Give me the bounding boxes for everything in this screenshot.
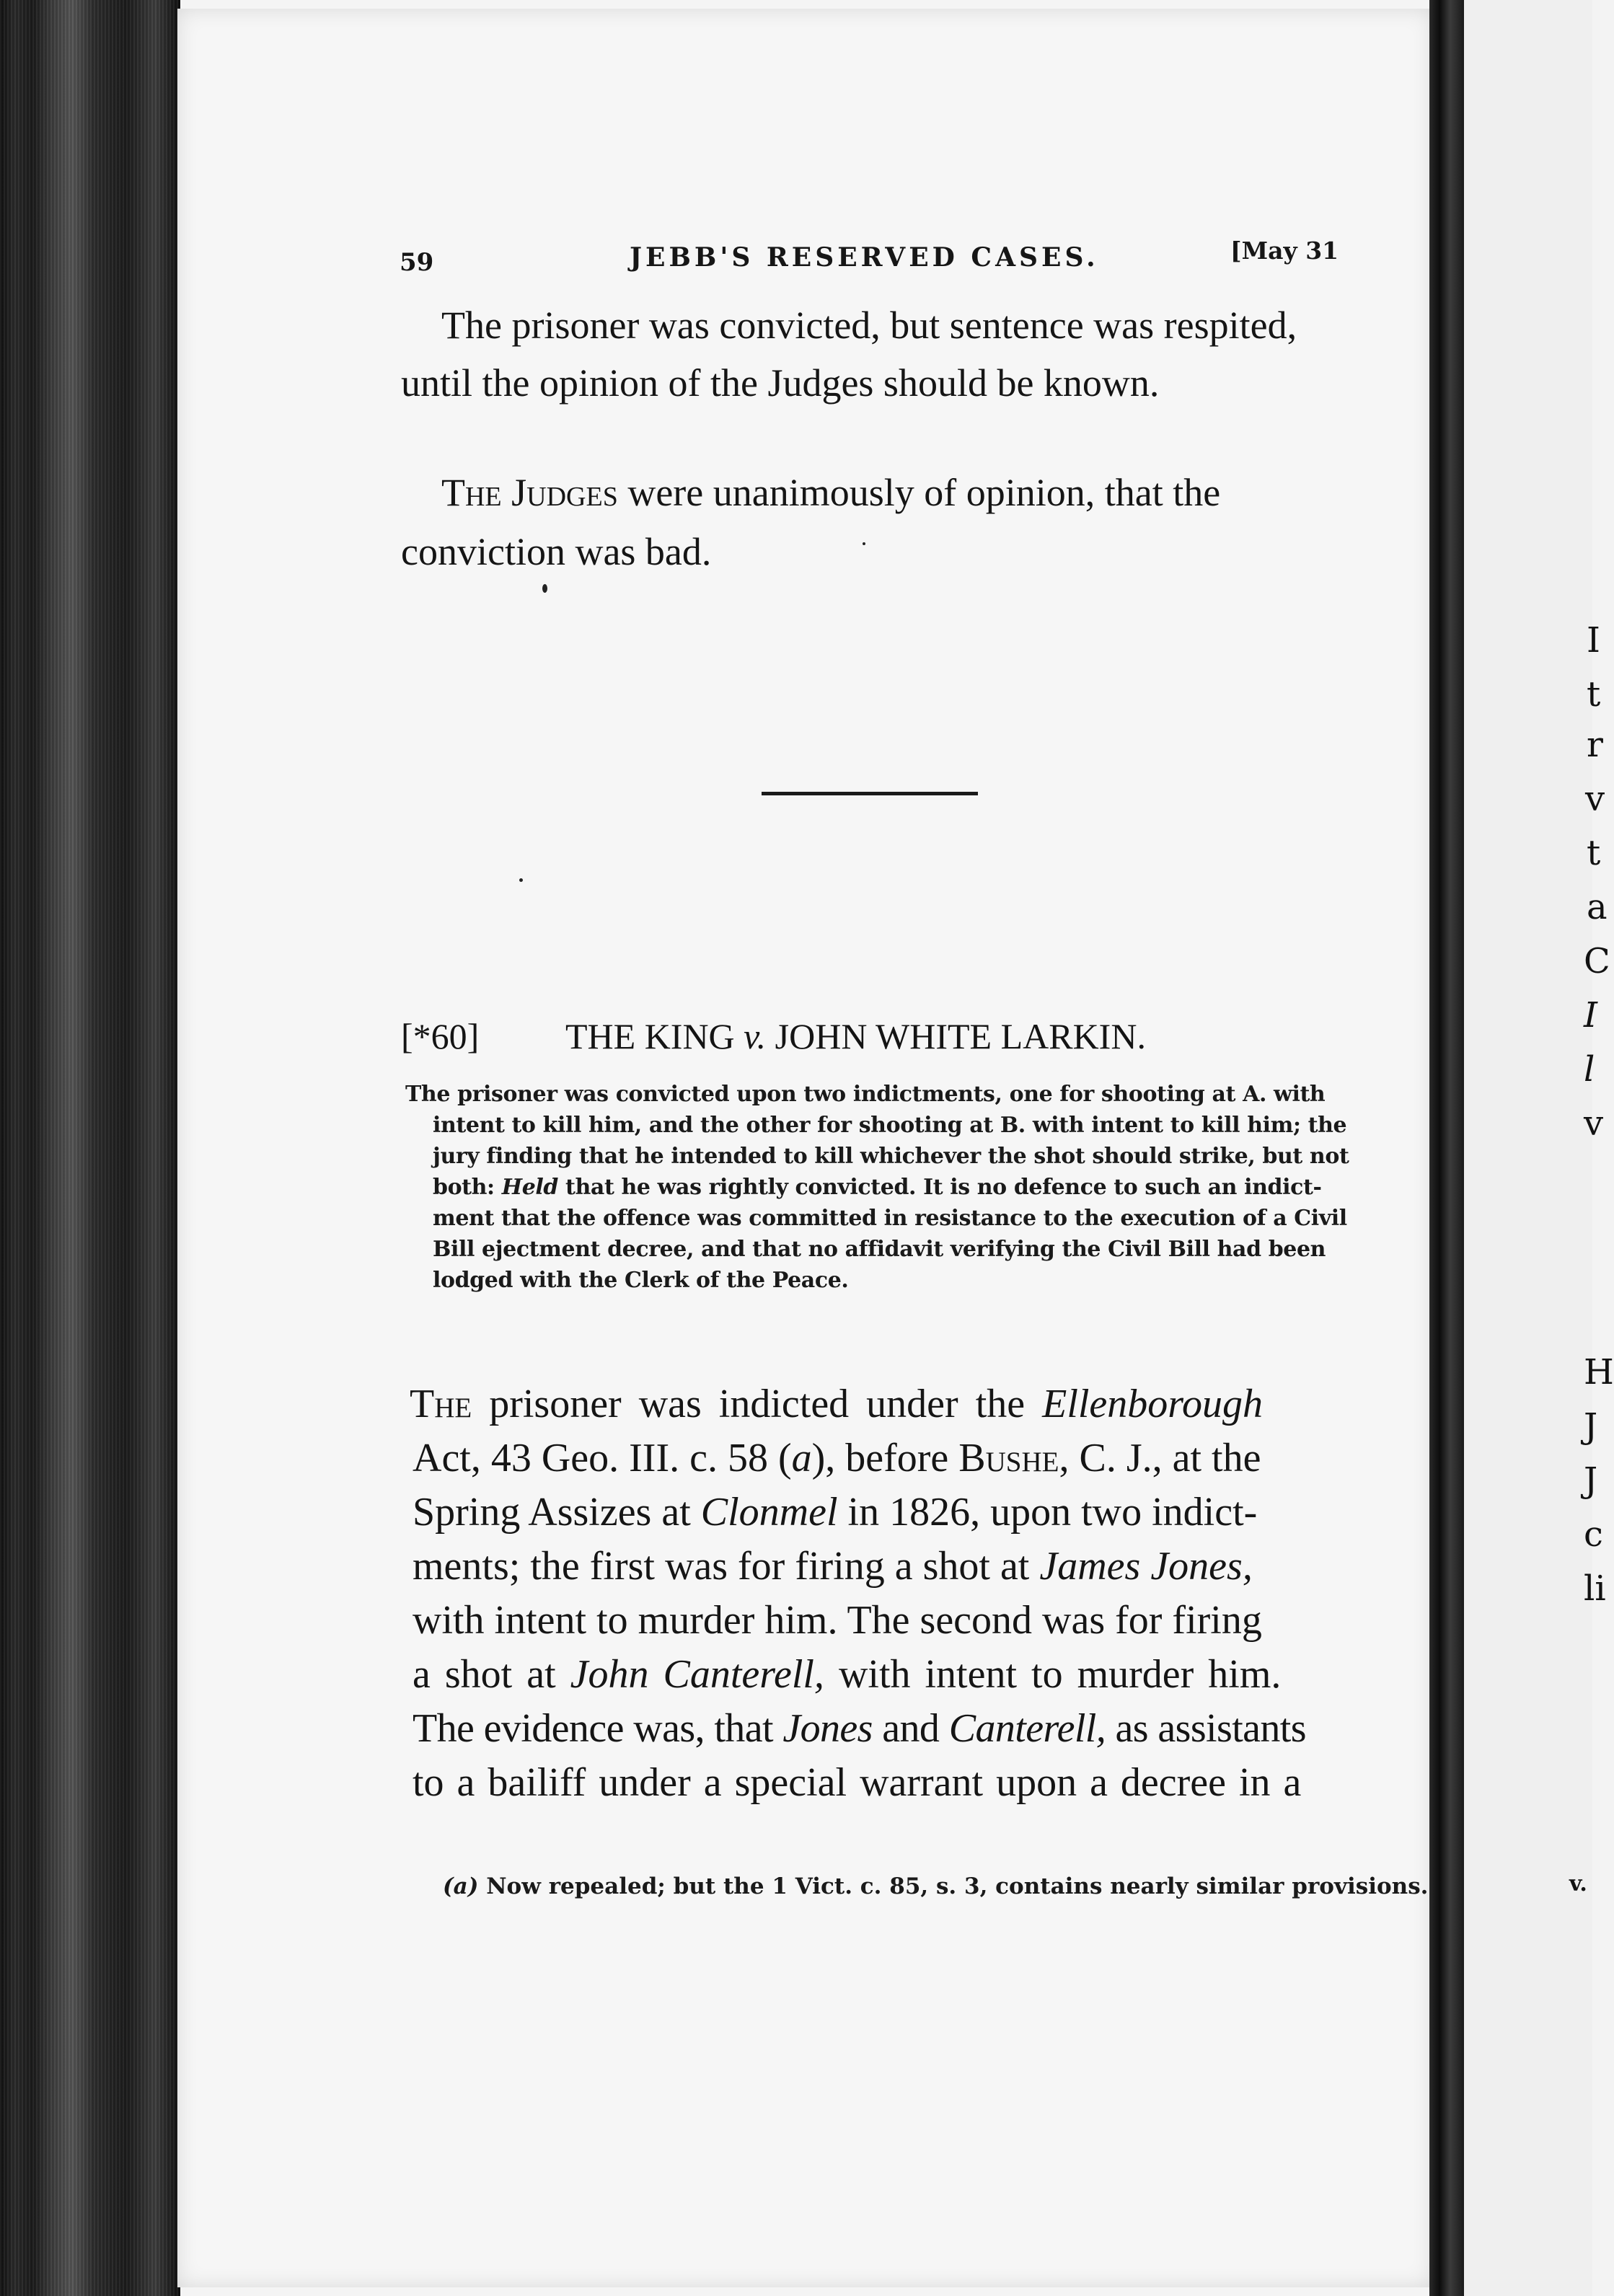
text-span: a shot at bbox=[413, 1652, 570, 1697]
footnote-marker: (a) bbox=[443, 1873, 479, 1899]
text-span: Clonmel bbox=[700, 1490, 838, 1535]
text-span: Bushe bbox=[958, 1436, 1059, 1480]
text-line bbox=[413, 1543, 1253, 1589]
text-span: in 1826, upon two indict- bbox=[837, 1490, 1258, 1535]
text-span: with intent to murder him. bbox=[824, 1652, 1282, 1697]
print-speck bbox=[519, 878, 523, 882]
text-line bbox=[410, 1381, 1263, 1427]
footnote bbox=[443, 1873, 1428, 1899]
text-span: as assistants bbox=[1106, 1706, 1306, 1751]
text-span: Jones bbox=[782, 1706, 873, 1751]
text-span: James Jones, bbox=[1039, 1544, 1253, 1589]
text-span: Ellenborough bbox=[1042, 1382, 1264, 1426]
running-title: JEBB'S RESERVED CASES. bbox=[630, 242, 1099, 273]
headnote-line: Bill ejectment decree, and that no affidavit verifying the Civil Bill had been bbox=[433, 1237, 1326, 1262]
judges-smallcaps: The Judges bbox=[441, 471, 618, 514]
text-span: ), before bbox=[811, 1436, 959, 1480]
facing-page-letter: t bbox=[1587, 674, 1601, 715]
text-line: until the opinion of the Judges should be known. bbox=[401, 361, 1160, 405]
facing-page-fragment bbox=[1464, 0, 1614, 2296]
text-span: Spring Assizes at bbox=[413, 1490, 701, 1535]
facing-page-letter: J bbox=[1584, 1460, 1598, 1501]
headnote-line: The prisoner was convicted upon two indictments, one for shooting at A. with bbox=[405, 1082, 1326, 1107]
text-line bbox=[413, 1651, 1281, 1697]
text-span: JOHN WHITE LARKIN. bbox=[766, 1016, 1146, 1056]
print-speck bbox=[542, 584, 547, 593]
facing-page-letter: I bbox=[1587, 620, 1600, 661]
print-speck bbox=[863, 542, 865, 545]
text-span: , C. J., at the bbox=[1059, 1436, 1261, 1480]
text-line: with intent to murder him. The second was for firing bbox=[413, 1598, 1262, 1643]
text-span: a bbox=[791, 1436, 812, 1480]
facing-page-letter: a bbox=[1587, 887, 1608, 927]
page-number: 59 bbox=[400, 248, 434, 277]
date-marker: [May 31 bbox=[1230, 237, 1339, 265]
text-span: and bbox=[872, 1706, 949, 1751]
left-book-binding bbox=[0, 0, 180, 2296]
facing-page-letter: li bbox=[1584, 1568, 1606, 1609]
text-line bbox=[441, 470, 1220, 515]
text-span: prisoner was indicted under the bbox=[472, 1382, 1043, 1426]
facing-page-letter: v. bbox=[1569, 1871, 1587, 1897]
text-span: were unanimously of opinion, that the bbox=[617, 471, 1221, 514]
facing-page-letter: c bbox=[1584, 1514, 1603, 1555]
text-span: Held bbox=[501, 1175, 558, 1200]
facing-page-letter: H bbox=[1584, 1352, 1614, 1392]
text-line bbox=[413, 1705, 1306, 1752]
text-span: that he was rightly convicted. It is no defence to such an indict- bbox=[565, 1175, 1322, 1200]
headnote-line: intent to kill him, and the other for shooting at B. with intent to kill him; the bbox=[433, 1113, 1347, 1138]
facing-page-letter: v bbox=[1584, 1103, 1604, 1144]
facing-page-letter: J bbox=[1584, 1406, 1598, 1447]
gutter-shadow bbox=[1429, 0, 1464, 2296]
text-line: The prisoner was convicted, but sentence was respited, bbox=[441, 304, 1297, 347]
facing-page-letter: r bbox=[1587, 725, 1603, 765]
facing-page-letter: v bbox=[1585, 779, 1605, 819]
text-span: Canterell, bbox=[948, 1706, 1106, 1751]
facing-page-letter: C bbox=[1584, 941, 1610, 981]
headnote-line: lodged with the Clerk of the Peace. bbox=[433, 1268, 849, 1293]
text-line: to a bailiff under a special warrant upon a decree in a bbox=[413, 1760, 1302, 1805]
headnote-line bbox=[433, 1175, 1322, 1200]
text-line: conviction was bad. bbox=[401, 530, 712, 573]
facing-page-letter: I bbox=[1584, 995, 1597, 1036]
text-line bbox=[413, 1489, 1257, 1535]
headnote-line: jury finding that he intended to kill whichever the shot should strike, but not bbox=[433, 1144, 1349, 1169]
text-span: both: bbox=[433, 1175, 502, 1200]
page-marker: [*60] bbox=[401, 1016, 480, 1056]
text-span: Act, 43 Geo. III. c. 58 ( bbox=[413, 1436, 792, 1480]
section-divider bbox=[762, 792, 978, 795]
text-span: ments; the first was for firing a shot at bbox=[413, 1544, 1040, 1589]
case-title bbox=[565, 1015, 1146, 1057]
text-span: Now repealed; but the 1 Vict. c. 85, s. 3, contains nearly similar provisions. bbox=[478, 1873, 1429, 1899]
text-span: v. bbox=[744, 1016, 767, 1056]
text-line bbox=[413, 1435, 1261, 1481]
facing-page-letter: l bbox=[1584, 1049, 1595, 1090]
headnote-line: ment that the offence was committed in resistance to the execution of a Civil bbox=[433, 1206, 1347, 1231]
text-span: THE KING bbox=[565, 1016, 744, 1056]
text-span: The evidence was, that bbox=[413, 1706, 783, 1751]
text-span: The bbox=[410, 1382, 472, 1426]
text-span: John Canterell, bbox=[570, 1652, 824, 1697]
facing-page-letter: t bbox=[1587, 833, 1601, 873]
